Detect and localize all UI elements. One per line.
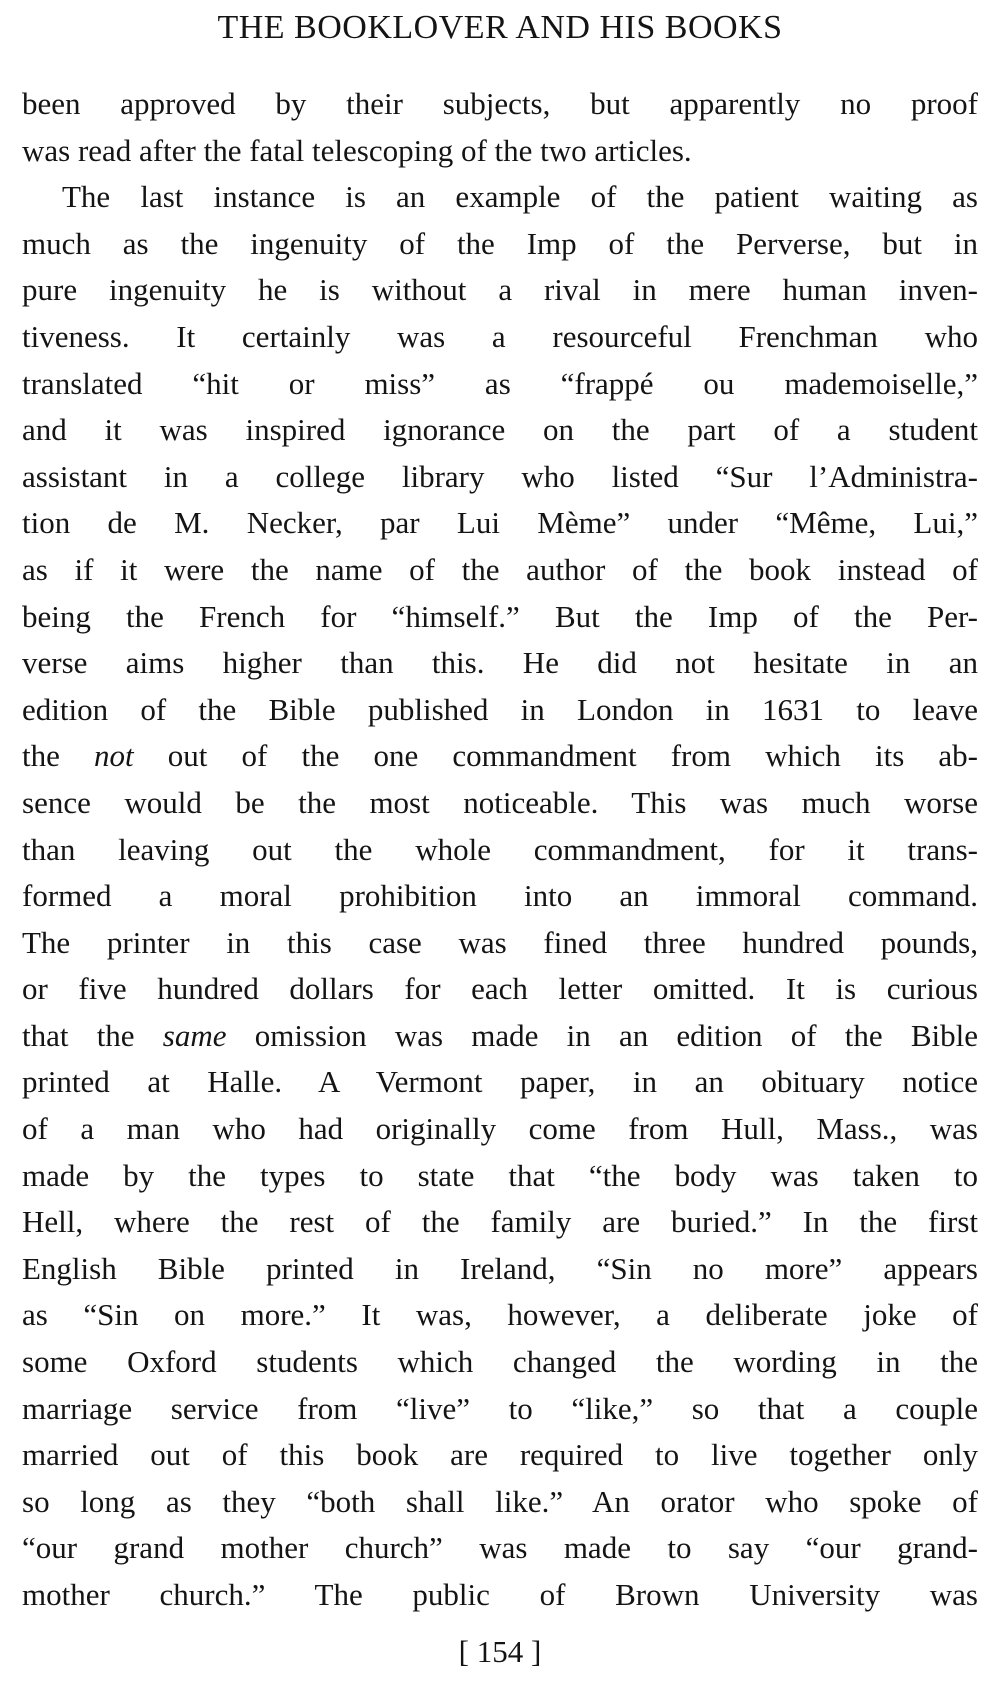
- text-line: as if it were the name of the author of the book instead of: [22, 551, 978, 587]
- text-line: made by the types to state that “the body was taken to: [22, 1157, 978, 1193]
- text-line: Hell, where the rest of the family are buried.” In the first: [22, 1204, 978, 1240]
- line-prefix: that the: [22, 1017, 163, 1053]
- text-line: some Oxford students which changed the wording in the: [22, 1344, 978, 1380]
- text-line-with-italic: [22, 1013, 978, 1060]
- text-line: translated “hit or miss” as “frappé ou mademoiselle,”: [22, 365, 978, 401]
- line-suffix: omission was made in an edition of the Bible: [226, 1017, 979, 1053]
- line-prefix: the: [22, 738, 95, 774]
- italic-word: not: [94, 738, 134, 774]
- text-line: The printer in this case was fined three hundred pounds,: [22, 924, 978, 960]
- text-line: as “Sin on more.” It was, however, a deliberate joke of: [22, 1297, 978, 1333]
- text-line: verse aims higher than this. He did not hesitate in an: [22, 645, 978, 681]
- text-line: so long as they “both shall like.” An orator who spoke of: [22, 1483, 978, 1519]
- text-line: sence would be the most noticeable. This was much worse: [22, 784, 978, 820]
- text-line: than leaving out the whole commandment, for it trans-: [22, 831, 978, 867]
- text-line: edition of the Bible published in London in 1631 to leave: [22, 691, 978, 727]
- text-line: printed at Halle. A Vermont paper, in an obituary notice: [22, 1064, 978, 1100]
- text-line: been approved by their subjects, but apparently no proof: [22, 86, 978, 121]
- text-line: formed a moral prohibition into an immoral command.: [22, 878, 978, 914]
- page-number: [ 154 ]: [458, 1634, 542, 1669]
- text-line: English Bible printed in Ireland, “Sin no more” appears: [22, 1250, 978, 1286]
- text-line: “our grand mother church” was made to say “our grand-: [22, 1530, 978, 1566]
- text-line: tiveness. It certainly was a resourceful Frenchman who: [22, 318, 978, 354]
- text-line: being the French for “himself.” But the Imp of the Per-: [22, 598, 978, 634]
- text-line-with-italic: [22, 733, 978, 780]
- text-line: much as the ingenuity of the Imp of the Perverse, but in: [22, 225, 978, 261]
- paragraph-first-line: The last instance is an example of the patient waiting as: [62, 179, 978, 215]
- running-head: THE BOOKLOVER AND HIS BOOKS: [217, 9, 783, 46]
- text-line: marriage service from “live” to “like,” so that a couple: [22, 1390, 978, 1426]
- text-line: tion de M. Necker, par Lui Mème” under “Même, Lui,”: [22, 505, 978, 541]
- line-suffix: out of the one commandment from which its ab-: [133, 738, 979, 774]
- text-line: and it was inspired ignorance on the part of a student: [22, 412, 978, 448]
- italic-word: same: [162, 1017, 227, 1053]
- text-line: was read after the fatal telescoping of the two articles.: [22, 132, 692, 168]
- text-line: of a man who had originally come from Hull, Mass., was: [22, 1111, 978, 1147]
- text-line: pure ingenuity he is without a rival in mere human inven-: [22, 272, 978, 308]
- text-line: or five hundred dollars for each letter omitted. It is curious: [22, 971, 978, 1007]
- text-line: mother church.” The public of Brown University was: [22, 1577, 978, 1612]
- body-text: [22, 81, 978, 1619]
- text-line: assistant in a college library who listed “Sur l’Administra-: [22, 458, 978, 494]
- text-line: married out of this book are required to live together only: [22, 1437, 978, 1473]
